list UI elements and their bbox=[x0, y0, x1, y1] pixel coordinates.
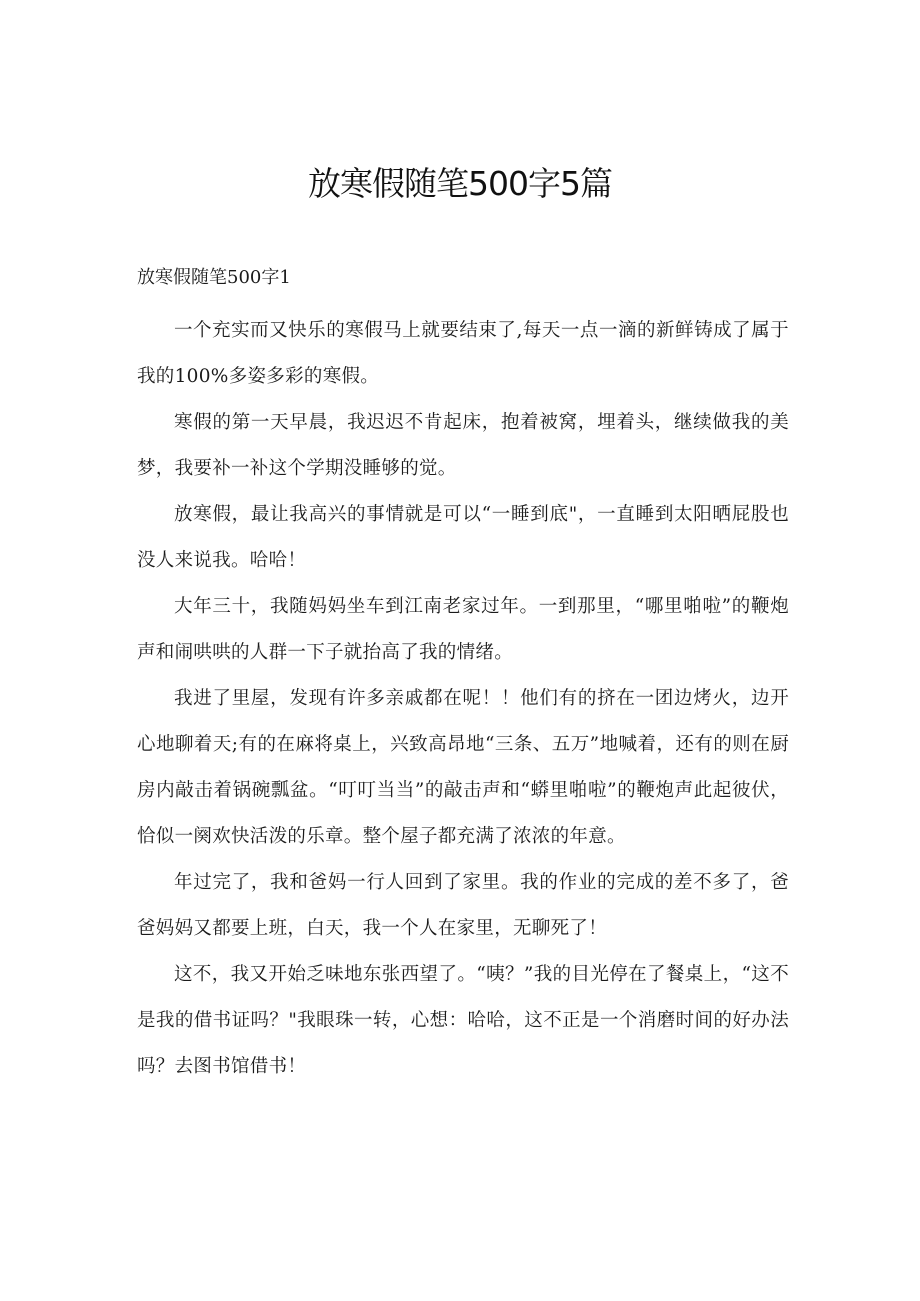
paragraph: 放寒假，最让我高兴的事情就是可以“一睡到底"，一直睡到太阳晒屁股也没人来说我。哈哈！ bbox=[137, 504, 789, 571]
document-title: 放寒假随笔500字5篇 bbox=[308, 164, 612, 203]
document-body bbox=[137, 308, 789, 1090]
paragraph: 我进了里屋，发现有许多亲戚都在呢！！他们有的挤在一团边烤火，边开心地聊着天;有的在麻将桌上，兴致高昂地“三条、五万”地喊着，还有的则在厨房内敲击着锅碗瓢盆。“叮叮当当”的敲击声和“蟒里啪啦”的鞭炮声此起彼伏，恰似一阕欢快活泼的乐章。整个屋子都充满了浓浓的年意。 bbox=[137, 688, 789, 847]
paragraph: 寒假的第一天早晨，我迟迟不肯起床，抱着被窝，埋着头，继续做我的美梦，我要补一补这个学期没睡够的觉。 bbox=[137, 412, 789, 479]
paragraph: 年过完了，我和爸妈一行人回到了家里。我的作业的完成的差不多了，爸爸妈妈又都要上班，白天，我一个人在家里，无聊死了！ bbox=[137, 872, 789, 939]
paragraph: 这不，我又开始乏味地东张西望了。“咦？”我的目光停在了餐桌上，“这不是我的借书证吗？"我眼珠一转，心想：哈哈，这不正是一个消磨时间的好办法吗？去图书馆借书！ bbox=[137, 964, 789, 1077]
paragraph: 一个充实而又快乐的寒假马上就要结束了,每天一点一滴的新鲜铸成了属于我的100%多姿多彩的寒假。 bbox=[137, 320, 789, 387]
section-heading: 放寒假随笔500字1 bbox=[137, 267, 291, 288]
paragraph: 大年三十，我随妈妈坐车到江南老家过年。一到那里，“哪里啪啦”的鞭炮声和闹哄哄的人群一下子就抬高了我的情绪。 bbox=[137, 596, 789, 663]
